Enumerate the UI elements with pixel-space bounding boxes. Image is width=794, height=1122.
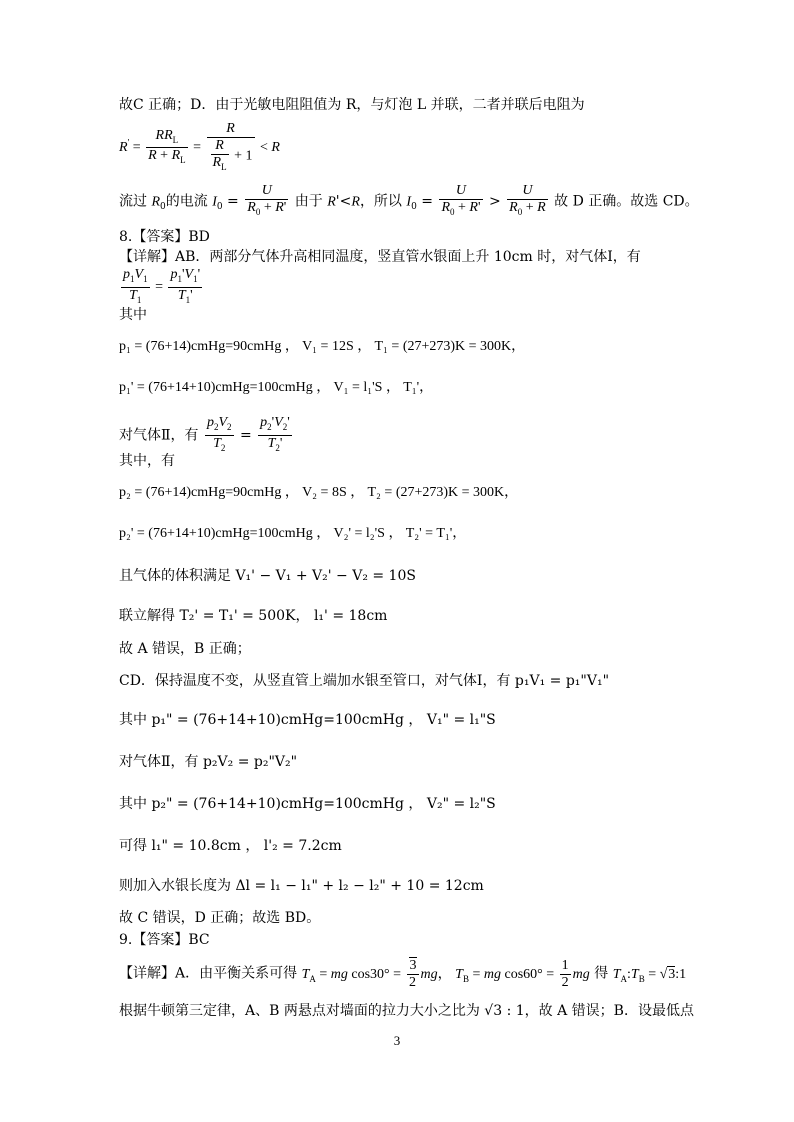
text-line: 故 A 错误，B 正确； xyxy=(119,641,251,657)
text-line: 其中，有 xyxy=(119,453,175,469)
formula-line: p₁' = (76+14+10)cmHg=100cmHg ， V₁ = l₁'S ， T₁'， xyxy=(119,380,434,395)
answer-heading: 8.【答案】BD xyxy=(119,229,210,245)
formula-gas-law-1: $\frac{p_1V_1}{T_1}$ = $\frac{p_1'V_1'}{T_1'}$ xyxy=(123,267,201,305)
text-line: CD．保持温度不变，从竖直管上端加水银至管口，对气体Ⅰ，有 p₁V₁ = p₁"V₁" xyxy=(119,673,610,689)
text-line: 联立解得 T₂' = T₁' = 500K， l₁' = 18cm xyxy=(119,608,388,624)
text-line: 可得 l₁" = 10.8cm ， l'₂ = 7.2cm xyxy=(119,838,342,854)
formula-line: p₂' = (76+14+10)cmHg=100cmHg ， V₂' = l₂'S ， T₂' = T₁'， xyxy=(119,526,467,541)
answer-heading: 9.【答案】BC xyxy=(119,932,210,948)
text-line: 故 C 错误，D 正确；故选 BD。 xyxy=(119,910,321,926)
text-line: 故C 正确；D．由于光敏电阻阻值为 R，与灯泡 L 并联，二者并联后电阻为 xyxy=(119,97,585,113)
formula-line: p₂ = (76+14)cmHg=90cmHg ， V₂ = 8S ， T₂ = (27+273)K = 300K， xyxy=(119,485,519,500)
text-line: 【详解】AB．两部分气体升高相同温度，竖直管水银面上升 10cm 时，对气体Ⅰ，有 xyxy=(119,249,641,265)
text-line: 对气体Ⅱ，有 p₂V₂ = p₂"V₂" xyxy=(119,754,298,770)
page-number: 3 xyxy=(393,1033,401,1048)
text-line: 其中 p₂" = (76+14+10)cmHg=100cmHg ， V₂" = l₂"S xyxy=(119,796,496,812)
text-line: 则加入水银长度为 Δl = l₁ − l₁" + l₂ − l₂" + 10 = 12cm xyxy=(119,878,484,894)
formula-line: p₁ = (76+14)cmHg=90cmHg ， V₁ = 12S ， T₁ = (27+273)K = 300K， xyxy=(119,339,526,354)
text-line: 根据牛顿第三定律，A、B 两悬点对墙面的拉力大小之比为 √3 : 1，故 A 错误；B．设最低点 xyxy=(119,1003,694,1019)
text-line: 流过 $R_0$的电流 $I_0$ = $\frac{U}{R_0 + R'}$ 由于 R'<R，所以 $I_0$ = $\frac{U}{R_0 + R'}$ > $\frac{U}{R_0 + R}$ 故 D 正确。故选 CD。 xyxy=(119,183,699,217)
text-line: 【详解】A．由平衡关系可得 $T_A$ = mg cos30° = $\frac{3}{2}$ mg， $T_B$ = mg cos60° = $\frac{1}{2}$ mg 得 $T_A:T_B$ = √3:1 xyxy=(119,958,687,990)
text-line: 对气体Ⅱ，有 $\frac{p_2V_2}{T_2}$ = $\frac{p_2'V_2'}{T_2'}$ xyxy=(119,415,290,453)
text-line: 其中 p₁" = (76+14+10)cmHg=100cmHg ， V₁" = l₁"S xyxy=(119,712,496,728)
text-line: 且气体的体积满足 V₁' − V₁ + V₂' − V₂ = 10S xyxy=(119,568,416,584)
text-line: 其中 xyxy=(119,307,147,323)
formula-parallel-resistance: R' = $\frac{RR_L}{R + R_L}$ = R $\frac{R}{R_L}$ + 1 < R xyxy=(119,121,280,172)
